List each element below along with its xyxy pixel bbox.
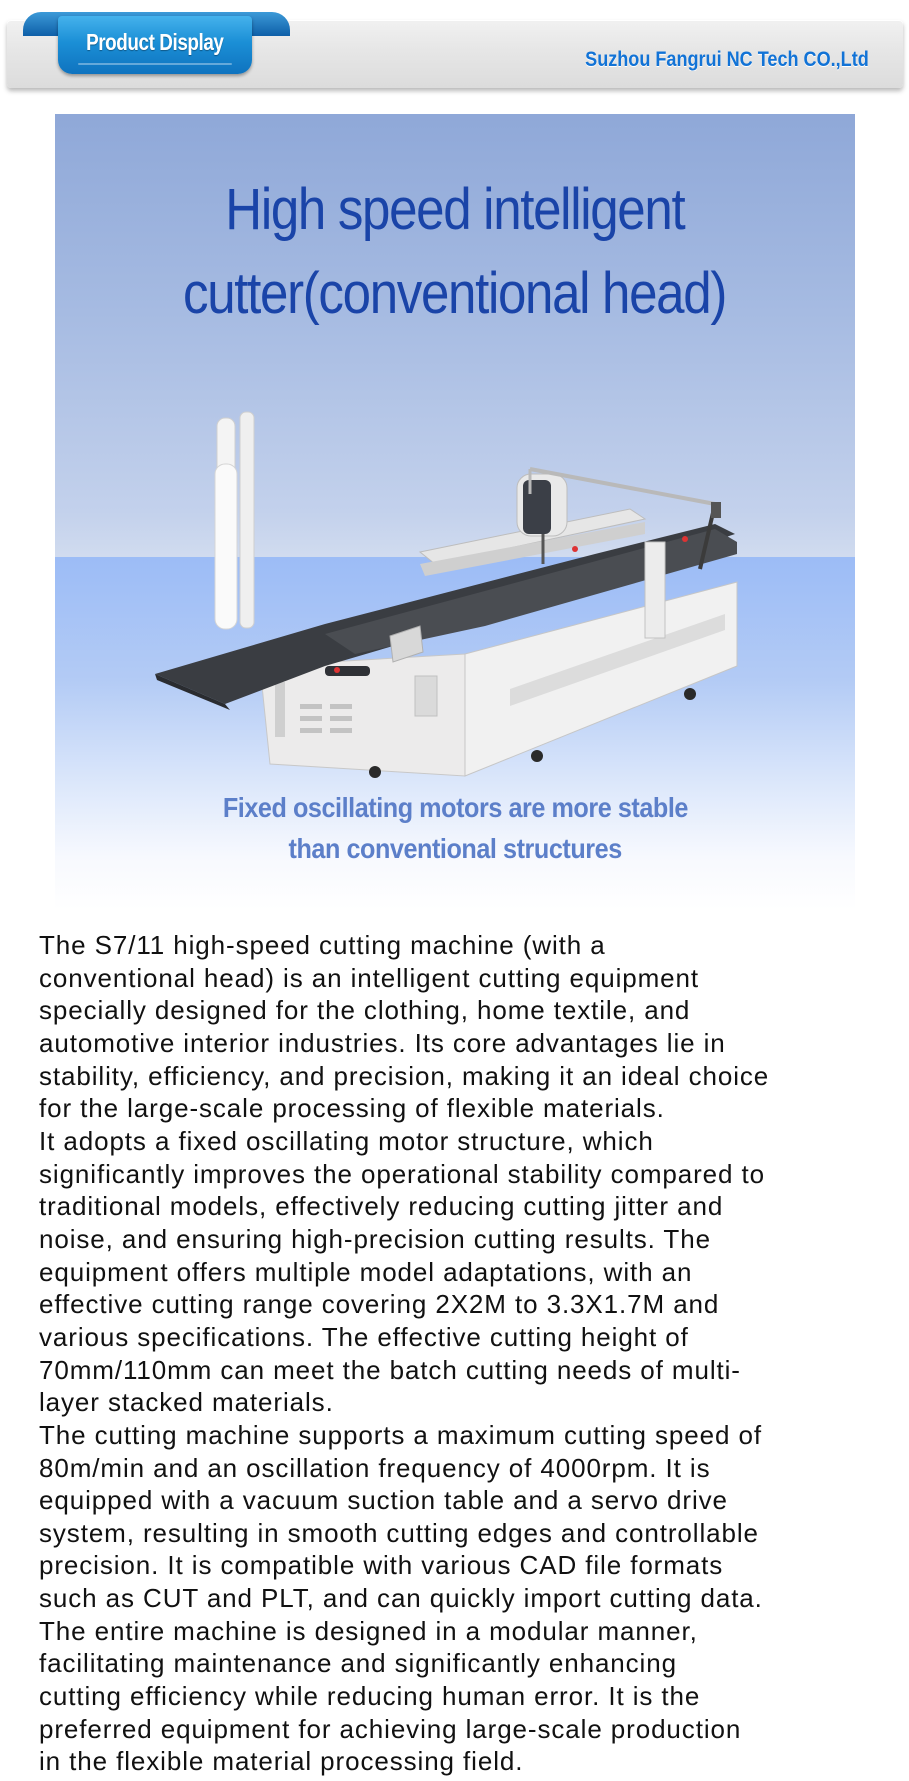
product-description	[39, 929, 899, 1778]
description-line: cutting efficiency while reducing human error. It is the	[39, 1681, 701, 1712]
description-line: equipped with a vacuum suction table and a servo drive	[39, 1485, 728, 1516]
description-line: preferred equipment for achieving large-scale production	[39, 1713, 742, 1744]
description-line: facilitating maintenance and significantly enhancing	[39, 1648, 677, 1679]
product-banner	[55, 114, 855, 910]
description-line: system, resulting in smooth cutting edges and controllable	[39, 1517, 759, 1548]
section-ribbon	[58, 16, 252, 74]
description-line: 80m/min and an oscillation frequency of 4000rpm. It is	[39, 1452, 711, 1483]
product-title-line-1: High speed intelligent	[225, 177, 685, 242]
description-line: automotive interior industries. Its core advantages lie in	[39, 1027, 726, 1058]
product-title-line-2: cutter(conventional head)	[183, 261, 727, 326]
description-line: precision. It is compatible with various CAD file formats	[39, 1550, 724, 1581]
description-line: The entire machine is designed in a modular manner,	[39, 1615, 698, 1646]
description-line: such as CUT and PLT, and can quickly import cutting data.	[39, 1583, 763, 1614]
cutting-machine-image	[125, 404, 805, 804]
description-line: stability, efficiency, and precision, making it an ideal choice	[39, 1060, 770, 1091]
description-line: traditional models, effectively reducing cutting jitter and	[39, 1191, 724, 1222]
description-line: It adopts a fixed oscillating motor structure, which	[39, 1125, 654, 1156]
description-line: layer stacked materials.	[39, 1387, 334, 1418]
description-line: in the flexible material processing field.	[39, 1746, 524, 1777]
description-line: The cutting machine supports a maximum cutting speed of	[39, 1419, 762, 1450]
description-line: noise, and ensuring high-precision cutting results. The	[39, 1223, 711, 1254]
description-line: for the large-scale processing of flexible materials.	[39, 1093, 665, 1124]
description-line: The S7/11 high-speed cutting machine (with a	[39, 930, 606, 960]
company-name: Suzhou Fangrui NC Tech CO.,Ltd	[585, 48, 869, 71]
description-line: significantly improves the operational stability compared to	[39, 1158, 766, 1189]
description-line: 70mm/110mm can meet the batch cutting needs of multi-	[39, 1354, 741, 1385]
description-line: effective cutting range covering 2X2M to 3.3X1.7M and	[39, 1289, 720, 1320]
description-line: equipment offers multiple model adaptations, with an	[39, 1256, 693, 1287]
description-line: various specifications. The effective cutting height of	[39, 1321, 689, 1352]
description-line: specially designed for the clothing, home textile, and	[39, 995, 691, 1026]
description-line: conventional head) is an intelligent cutting equipment	[39, 962, 700, 993]
banner-caption-line-2: than conventional structures	[288, 833, 622, 864]
section-label: Product Display	[86, 28, 224, 55]
banner-caption-line-1: Fixed oscillating motors are more stable	[222, 792, 688, 823]
